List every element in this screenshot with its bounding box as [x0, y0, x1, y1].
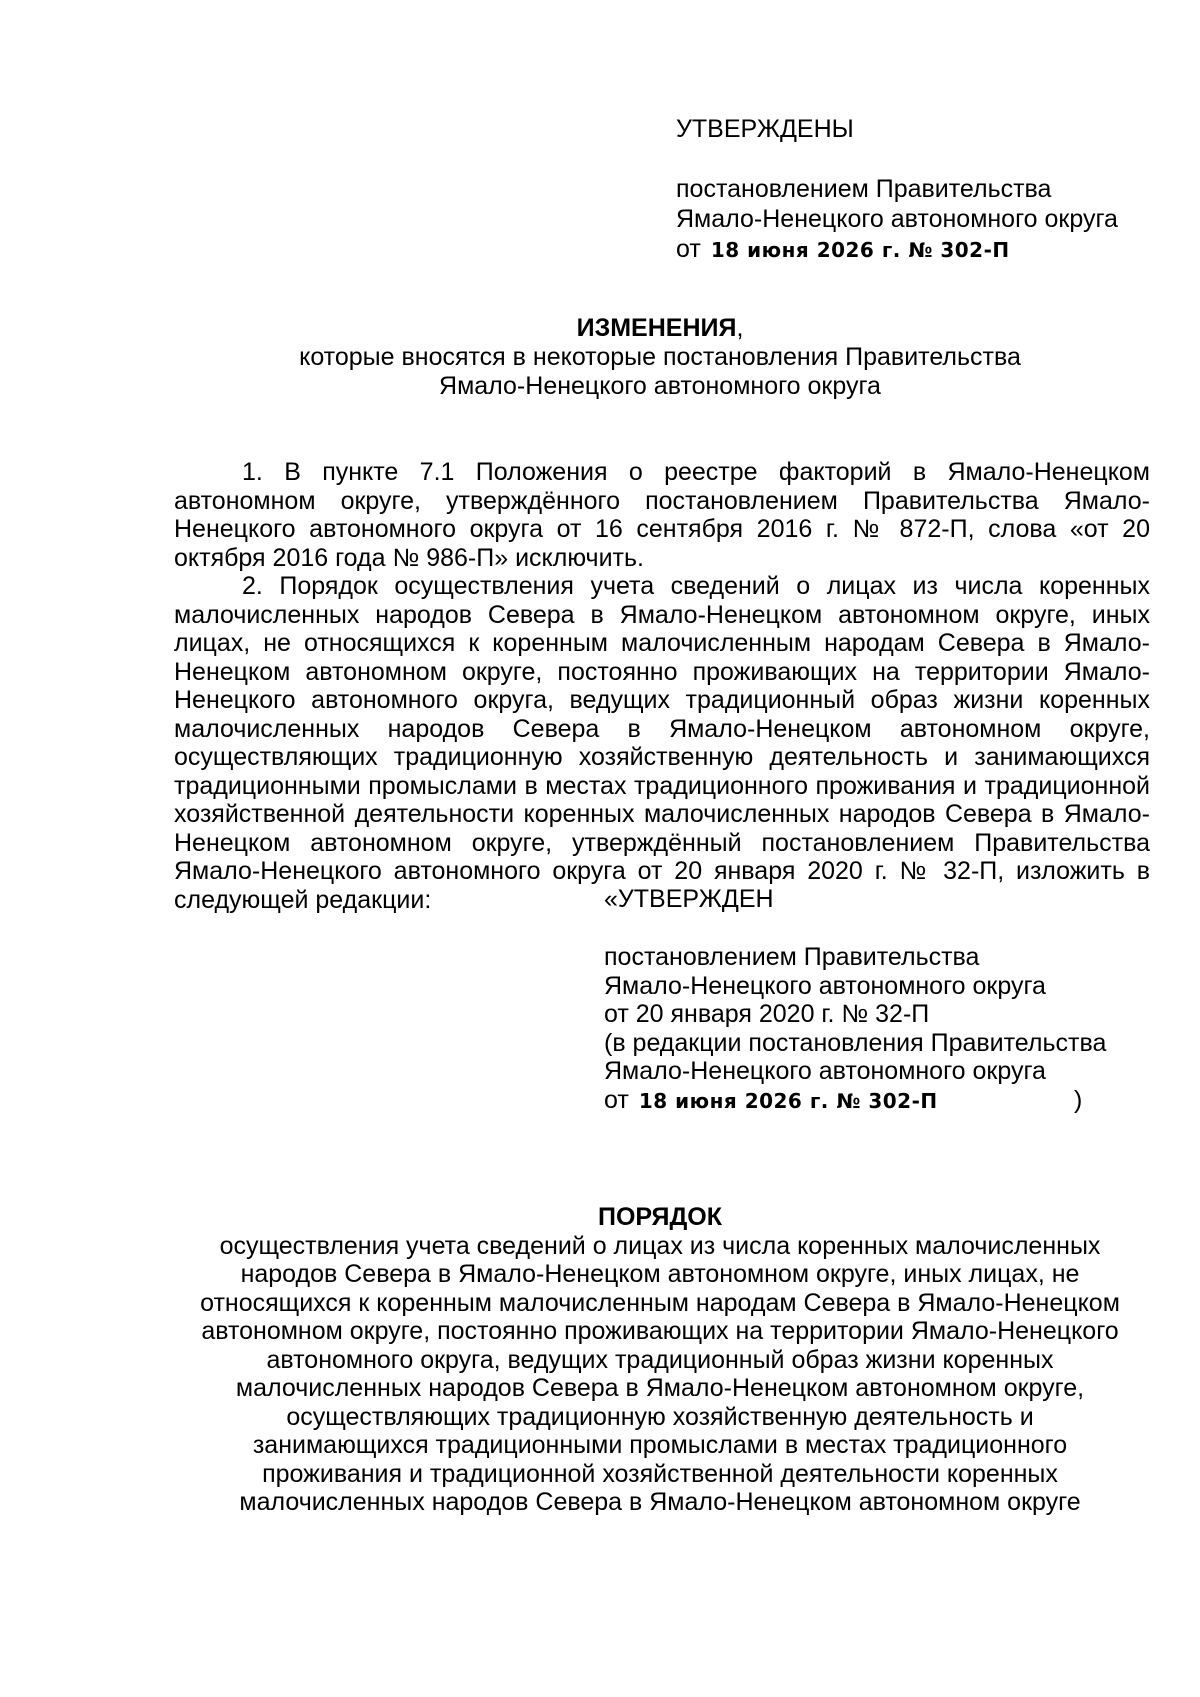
order-line: осуществляющих традиционную хозяйственную деятельность и — [286, 1402, 1034, 1431]
approval2-line-2: Ямало-Ненецкого автономного округа — [604, 971, 1046, 1000]
order-title: ПОРЯДОК — [598, 1203, 722, 1231]
order-heading — [170, 1203, 1150, 1517]
changes-heading — [0, 314, 1200, 401]
changes-title: ИЗМЕНЕНИЯ — [576, 314, 737, 342]
approval-block — [676, 114, 1176, 265]
order-line: осуществления учета сведений о лицах из числа коренных малочисленных — [219, 1231, 1101, 1260]
order-line: относящихся к коренным малочисленным народам Севера в Ямало-Ненецком — [200, 1288, 1120, 1317]
approval2-date-line — [604, 1086, 1164, 1116]
approval-title: УТВЕРЖДЕНЫ — [676, 115, 854, 143]
approval2-line-3: от 20 января 2020 г. № 32-П — [604, 1000, 930, 1028]
approval2-line-4: (в редакции постановления Правительства — [604, 1028, 1107, 1057]
order-line: малочисленных народов Севера в Ямало-Ненецком автономном округе — [239, 1488, 1081, 1516]
approval-block-2 — [604, 885, 1164, 1115]
changes-title-suffix: , — [736, 314, 744, 342]
approval2-line-1: постановлением Правительства — [604, 943, 980, 971]
approval2-closing-paren: ) — [1074, 1085, 1083, 1114]
approval2-title: «УТВЕРЖДЕН — [604, 885, 774, 913]
approval-date-line — [676, 234, 1176, 265]
order-line: автономного округа, ведущих традиционный образ жизни коренных — [266, 1345, 1054, 1374]
order-line: малочисленных народов Севера в Ямало-Ненецком автономном округе, — [235, 1374, 1085, 1402]
order-line: проживания и традиционной хозяйственной деятельности коренных — [262, 1459, 1058, 1488]
approval2-date-prefix: от — [604, 1085, 629, 1114]
paragraph-1: 1. В пункте 7.1 Положения о реестре факторий в Ямало-Ненецком автономном округе, утверждённого постановлением Правительства Ямало-Ненецкого автономного округа от 16 сентября 2016 г. № 872-П, слова «от 20 октября 2016 года № 986-П» исключить. — [174, 458, 1150, 572]
approval-line-1: постановлением Правительства — [676, 175, 1052, 203]
order-line: народов Севера в Ямало-Ненецком автономном округе, иных лицах, не — [240, 1260, 1080, 1288]
order-line: занимающихся традиционными промыслами в местах традиционного — [252, 1431, 1068, 1459]
order-line: автономном округе, постоянно проживающих на территории Ямало-Ненецкого — [201, 1317, 1119, 1345]
approval-date-prefix: от — [676, 235, 701, 263]
approval2-line-5: Ямало-Ненецкого автономного округа — [604, 1057, 1046, 1085]
changes-subtitle-line-2: Ямало-Ненецкого автономного округа — [439, 372, 881, 400]
document-body — [174, 458, 1150, 914]
approval-date-stamp: 18 июня 2026 г. № 302-П — [710, 238, 1010, 262]
paragraph-2: 2. Порядок осуществления учета сведений о лицах из числа коренных малочисленных народов Севера в Ямало-Ненецком автономном округе, иных лицах, не относящихся к коренным малочисленным народам Севера в Ямало-Ненецком автономном округе, постоянно проживающих на территории Ямало-Ненецкого автономного округа, ведущих традиционный образ жизни коренных малочисленных народов Севера в Ямало-Ненецком автономном округе, осуществляющих традиционную хозяйственную деятельность и занимающихся традиционными промыслами в местах традиционного проживания и традиционной хозяйственной деятельности коренных малочисленных народов Севера в Ямало-Ненецком автономном округе, утверждённый постановлением Правительства Ямало-Ненецкого автономного округа от 20 января 2020 г. № 32-П, изложить в следующей редакции: — [174, 572, 1150, 914]
approval-line-2: Ямало-Ненецкого автономного округа — [676, 205, 1118, 233]
changes-subtitle-line-1: которые вносятся в некоторые постановления Правительства — [299, 343, 1021, 371]
changes-title-line — [0, 314, 1200, 343]
approval2-date-stamp: 18 июня 2026 г. № 302-П — [638, 1088, 938, 1113]
